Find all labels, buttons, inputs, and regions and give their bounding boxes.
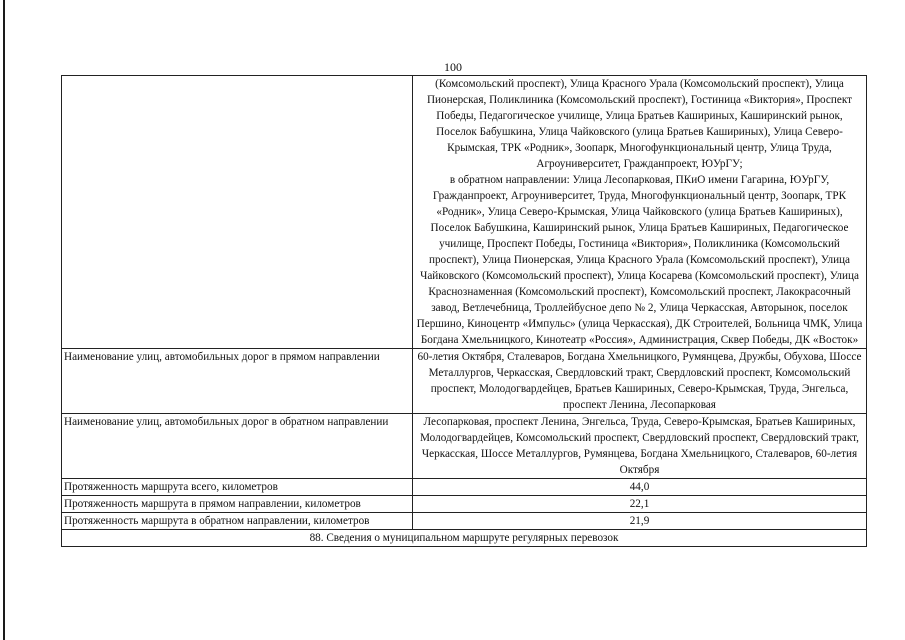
length-reverse-value: 21,9 [413, 513, 867, 530]
streets-forward-label: Наименование улиц, автомобильных дорог в прямом направлении [62, 349, 413, 414]
table-row-length-reverse [62, 513, 867, 530]
length-forward-label: Протяженность маршрута в прямом направлении, километров [62, 496, 413, 513]
length-reverse-label: Протяженность маршрута в обратном направлении, километров [62, 513, 413, 530]
stops-reverse: в обратном направлении: Улица Лесопарковая, ПКиО имени Гагарина, ЮУрГУ, Гражданпроект, Агроуниверситет, Труда, Многофункциональный центр, Зоопарк, ТРК «Родник», Улица Северо-Крымская, Улица Чайковского (улица Братьев Кашириных), Поселок Бабушкина, Каширинский рынок, Улица Братьев Кашириных, Педагогическое училище, Проспект Победы, Гостиница «Виктория», Поликлиника (Комсомольский проспект), Улица Пионерская, Улица Красного Урала (Комсомольский проспект), Улица Чайковского (Комсомольский проспект), Улица Косарева (Комсомольский проспект), Улица Краснознаменная (Комсомольский проспект), Комсомольский проспект, Лакокрасочный завод, Ветлечебница, Троллейбусное депо № 2, Улица Черкасская, Авторынок, поселок Першино, Киноцентр «Импульс» (улица Черкасская), ДК Строителей, Больница ЧМК, Улица Богдана Хмельницкого, Кинотеатр «Россия», Администрация, Сквер Победы, ДК «Восток» [416, 174, 863, 346]
streets-reverse-label: Наименование улиц, автомобильных дорог в обратном направлении [62, 414, 413, 479]
table-row-streets-reverse [62, 414, 867, 479]
scan-edge-line [3, 0, 5, 640]
table-row-length-forward [62, 496, 867, 513]
streets-forward-value: 60-летия Октября, Сталеваров, Богдана Хмельницкого, Румянцева, Дружбы, Обухова, Шоссе Металлургов, Черкасская, Свердловский тракт, Свердловский проспект, Комсомольский проспект, Молодогвардейцев, Братьев Кашириных, Северо-Крымская, Труда, Энгельса, проспект Ленина, Лесопарковая [413, 349, 867, 414]
stops-cell [413, 76, 867, 349]
route-info-table [61, 75, 867, 547]
table-row-streets-forward [62, 349, 867, 414]
table-row-section-heading [62, 530, 867, 547]
length-total-label: Протяженность маршрута всего, километров [62, 479, 413, 496]
stops-forward-continued: (Комсомольский проспект), Улица Красного Урала (Комсомольский проспект), Улица Пионерская, Поликлиника (Комсомольский проспект), Гостиница «Виктория», Проспект Победы, Педагогическое училище, Улица Братьев Кашириных, Каширинский рынок, Поселок Бабушкина, Улица Чайковского (улица Братьев Кашириных), Улица Северо-Крымская, ТРК «Родник», Зоопарк, Многофункциональный центр, Улица Труда, Агроуниверситет, Гражданпроект, ЮУрГУ; [426, 78, 853, 170]
table-row-length-total [62, 479, 867, 496]
page-number: 100 [444, 60, 462, 74]
length-forward-value: 22,1 [413, 496, 867, 513]
length-total-value: 44,0 [413, 479, 867, 496]
table-row-stops [62, 76, 867, 349]
stops-label-cell-empty [62, 76, 413, 349]
streets-reverse-value: Лесопарковая, проспект Ленина, Энгельса, Труда, Северо-Крымская, Братьев Кашириных, Молодогвардейцев, Комсомольский проспект, Свердловский проспект, Свердловский тракт, Черкасская, Шоссе Металлургов, Румянцева, Богдана Хмельницкого, Сталеваров, 60-летия Октября [413, 414, 867, 479]
next-section-heading: 88. Сведения о муниципальном маршруте регулярных перевозок [62, 530, 867, 547]
